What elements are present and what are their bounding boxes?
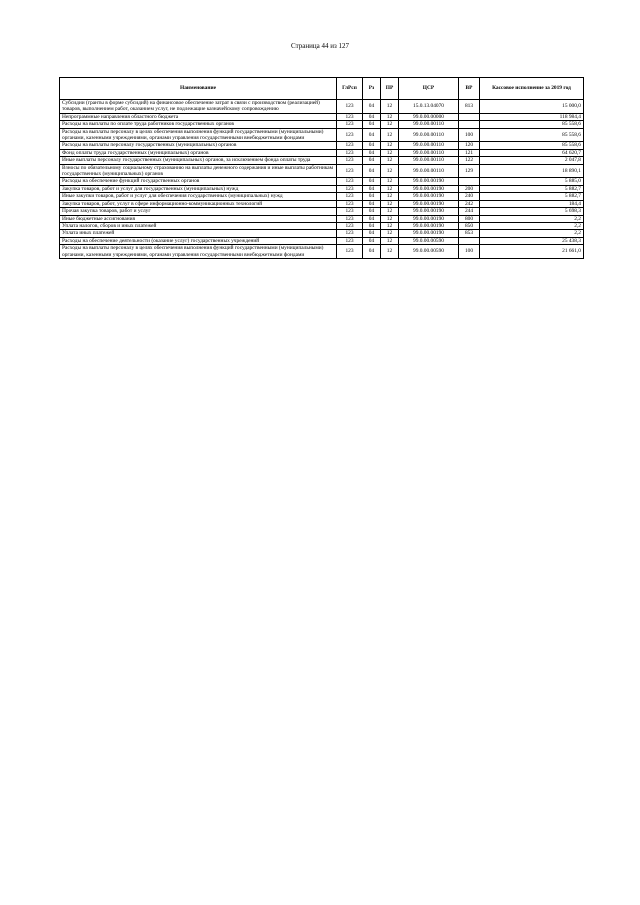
cell-name: Прочая закупка товаров, работ и услуг <box>60 208 337 215</box>
cell-pr: 12 <box>381 222 399 229</box>
cell-amount: 21 661,0 <box>480 245 584 259</box>
cell-pr: 12 <box>381 178 399 185</box>
cell-name: Уплата иных платежей <box>60 230 337 237</box>
cell-rz: 04 <box>363 245 381 259</box>
cell-vr: 850 <box>459 222 480 229</box>
cell-name: Иные бюджетные ассигнования <box>60 215 337 222</box>
budget-table <box>59 77 584 259</box>
cell-csr: 99.0.00.00000 <box>399 113 459 120</box>
table-row <box>60 149 584 156</box>
cell-vr <box>459 113 480 120</box>
cell-grs: 123 <box>337 100 363 114</box>
table-row <box>60 237 584 244</box>
cell-csr: 99.0.00.00110 <box>399 128 459 142</box>
cell-rz: 04 <box>363 142 381 149</box>
cell-csr: 99.0.00.00590 <box>399 237 459 244</box>
cell-vr: 120 <box>459 142 480 149</box>
table-row <box>60 230 584 237</box>
cell-csr: 99.0.00.00110 <box>399 121 459 128</box>
cell-vr: 853 <box>459 230 480 237</box>
cell-amount: 85 558,6 <box>480 121 584 128</box>
cell-name: Расходы на обеспечение функций государственных органов <box>60 178 337 185</box>
cell-vr: 242 <box>459 200 480 207</box>
cell-pr: 12 <box>381 208 399 215</box>
cell-amount: 2,2 <box>480 230 584 237</box>
cell-amount: 64 620,7 <box>480 149 584 156</box>
cell-vr <box>459 121 480 128</box>
cell-name: Расходы на обеспечение деятельности (оказание услуг) государственных учреждений <box>60 237 337 244</box>
table-row <box>60 185 584 192</box>
cell-name: Расходы на выплаты персоналу в целях обеспечения выполнения функций государственными (муниципальными) органами, казенными учреждениями, органами управления государственными внебюджетными фондами <box>60 128 337 142</box>
table-row <box>60 121 584 128</box>
cell-rz: 04 <box>363 215 381 222</box>
table-row <box>60 208 584 215</box>
cell-csr: 99.0.00.00110 <box>399 142 459 149</box>
cell-rz: 04 <box>363 208 381 215</box>
cell-amount: 25 438,3 <box>480 237 584 244</box>
cell-grs: 123 <box>337 142 363 149</box>
cell-amount: 5 882,7 <box>480 193 584 200</box>
cell-rz: 04 <box>363 200 381 207</box>
cell-grs: 123 <box>337 149 363 156</box>
page-title: Страница 44 из 127 <box>291 42 349 50</box>
cell-pr: 12 <box>381 100 399 114</box>
cell-pr: 12 <box>381 149 399 156</box>
cell-rz: 04 <box>363 128 381 142</box>
table-row <box>60 157 584 164</box>
cell-vr: 100 <box>459 245 480 259</box>
cell-amount: 2,2 <box>480 222 584 229</box>
cell-name: Расходы на выплаты персоналу в целях обеспечения выполнения функций государственными (муниципальными) органами, казенными учреждениями, органами управления государственными внебюджетными фондами <box>60 245 337 259</box>
cell-amount: 85 558,6 <box>480 128 584 142</box>
cell-csr: 99.0.00.00190 <box>399 230 459 237</box>
cell-name: Иные выплаты персоналу государственных (муниципальных) органов, за исключением фонда оплаты труда <box>60 157 337 164</box>
cell-name: Субсидии (гранты в форме субсидий) на финансовое обеспечение затрат в связи с производством (реализацией) товаров, выполнением работ, оказанием услуг, не подлежащие казначейскому сопровождению <box>60 100 337 114</box>
cell-amount: 5 698,3 <box>480 208 584 215</box>
cell-vr: 240 <box>459 193 480 200</box>
cell-rz: 04 <box>363 157 381 164</box>
table-header-row <box>60 78 584 100</box>
cell-rz: 04 <box>363 164 381 178</box>
cell-vr: 121 <box>459 149 480 156</box>
cell-grs: 123 <box>337 121 363 128</box>
cell-amount: 2 047,8 <box>480 157 584 164</box>
cell-pr: 12 <box>381 128 399 142</box>
table-row <box>60 100 584 114</box>
cell-csr: 99.0.00.00190 <box>399 185 459 192</box>
header-csr: ЦСР <box>399 78 459 100</box>
cell-vr: 800 <box>459 215 480 222</box>
table-row <box>60 178 584 185</box>
cell-amount: 118 984,4 <box>480 113 584 120</box>
cell-pr: 12 <box>381 237 399 244</box>
header-vr: ВР <box>459 78 480 100</box>
table-row <box>60 200 584 207</box>
cell-amount: 184,4 <box>480 200 584 207</box>
header-pr: ПР <box>381 78 399 100</box>
cell-grs: 123 <box>337 200 363 207</box>
cell-name: Закупка товаров, работ и услуг для государственных (муниципальных) нужд <box>60 185 337 192</box>
cell-vr: 244 <box>459 208 480 215</box>
cell-pr: 12 <box>381 193 399 200</box>
cell-rz: 04 <box>363 230 381 237</box>
cell-amount: 5 882,7 <box>480 185 584 192</box>
cell-amount: 2,2 <box>480 215 584 222</box>
cell-csr: 99.0.00.00190 <box>399 193 459 200</box>
cell-name: Непрограммные направления областного бюджета <box>60 113 337 120</box>
cell-csr: 99.0.00.00190 <box>399 178 459 185</box>
cell-name: Фонд оплаты труда государственных (муниципальных) органов <box>60 149 337 156</box>
cell-grs: 123 <box>337 222 363 229</box>
cell-grs: 123 <box>337 178 363 185</box>
cell-pr: 12 <box>381 200 399 207</box>
cell-rz: 04 <box>363 237 381 244</box>
table-row <box>60 164 584 178</box>
cell-csr: 99.0.00.00190 <box>399 208 459 215</box>
cell-grs: 123 <box>337 208 363 215</box>
cell-vr <box>459 178 480 185</box>
cell-amount: 5 885,0 <box>480 178 584 185</box>
cell-name: Уплата налогов, сборов и иных платежей <box>60 222 337 229</box>
cell-rz: 04 <box>363 149 381 156</box>
table-row <box>60 245 584 259</box>
cell-csr: 99.0.00.00110 <box>399 157 459 164</box>
cell-name: Расходы на выплаты персоналу государственных (муниципальных) органов <box>60 142 337 149</box>
cell-pr: 12 <box>381 185 399 192</box>
cell-name: Взносы по обязательному социальному страхованию на выплаты денежного содержания и иные выплаты работникам государственных (муниципальных) органов <box>60 164 337 178</box>
cell-csr: 99.0.00.00190 <box>399 215 459 222</box>
cell-rz: 04 <box>363 193 381 200</box>
cell-grs: 123 <box>337 157 363 164</box>
cell-csr: 99.0.00.00190 <box>399 200 459 207</box>
cell-pr: 12 <box>381 215 399 222</box>
table-row <box>60 222 584 229</box>
table-row <box>60 193 584 200</box>
cell-vr <box>459 237 480 244</box>
cell-grs: 123 <box>337 193 363 200</box>
cell-pr: 12 <box>381 142 399 149</box>
cell-pr: 12 <box>381 157 399 164</box>
header-rz: Рз <box>363 78 381 100</box>
cell-amount: 18 890,1 <box>480 164 584 178</box>
cell-rz: 04 <box>363 113 381 120</box>
cell-rz: 04 <box>363 178 381 185</box>
cell-csr: 99.0.00.00190 <box>399 222 459 229</box>
cell-csr: 99.0.00.00590 <box>399 245 459 259</box>
cell-pr: 12 <box>381 113 399 120</box>
cell-grs: 123 <box>337 164 363 178</box>
table-body <box>60 100 584 259</box>
cell-pr: 12 <box>381 245 399 259</box>
header-grs: ГлРсп <box>337 78 363 100</box>
cell-name: Расходы на выплаты по оплате труда работников государственных органов <box>60 121 337 128</box>
cell-grs: 123 <box>337 113 363 120</box>
cell-vr: 813 <box>459 100 480 114</box>
cell-grs: 123 <box>337 245 363 259</box>
cell-rz: 04 <box>363 100 381 114</box>
cell-grs: 123 <box>337 215 363 222</box>
cell-grs: 123 <box>337 185 363 192</box>
cell-grs: 123 <box>337 128 363 142</box>
cell-name: Иные закупки товаров, работ и услуг для обеспечения государственных (муниципальных) нужд <box>60 193 337 200</box>
table-row <box>60 142 584 149</box>
cell-grs: 123 <box>337 230 363 237</box>
table-row <box>60 113 584 120</box>
cell-pr: 12 <box>381 164 399 178</box>
cell-rz: 04 <box>363 121 381 128</box>
table-row <box>60 128 584 142</box>
cell-grs: 123 <box>337 237 363 244</box>
cell-amount: 15 000,0 <box>480 100 584 114</box>
cell-name: Закупка товаров, работ, услуг в сфере информационно-коммуникационных технологий <box>60 200 337 207</box>
cell-amount: 85 558,6 <box>480 142 584 149</box>
cell-csr: 15.0.13.04070 <box>399 100 459 114</box>
header-amount: Кассовое исполнение за 2019 год <box>480 78 584 100</box>
cell-vr: 129 <box>459 164 480 178</box>
cell-csr: 99.0.00.00110 <box>399 164 459 178</box>
cell-vr: 200 <box>459 185 480 192</box>
cell-rz: 04 <box>363 185 381 192</box>
cell-csr: 99.0.00.00110 <box>399 149 459 156</box>
header-name: Наименование <box>60 78 337 100</box>
cell-pr: 12 <box>381 121 399 128</box>
cell-rz: 04 <box>363 222 381 229</box>
table-row <box>60 215 584 222</box>
cell-vr: 122 <box>459 157 480 164</box>
cell-pr: 12 <box>381 230 399 237</box>
cell-vr: 100 <box>459 128 480 142</box>
